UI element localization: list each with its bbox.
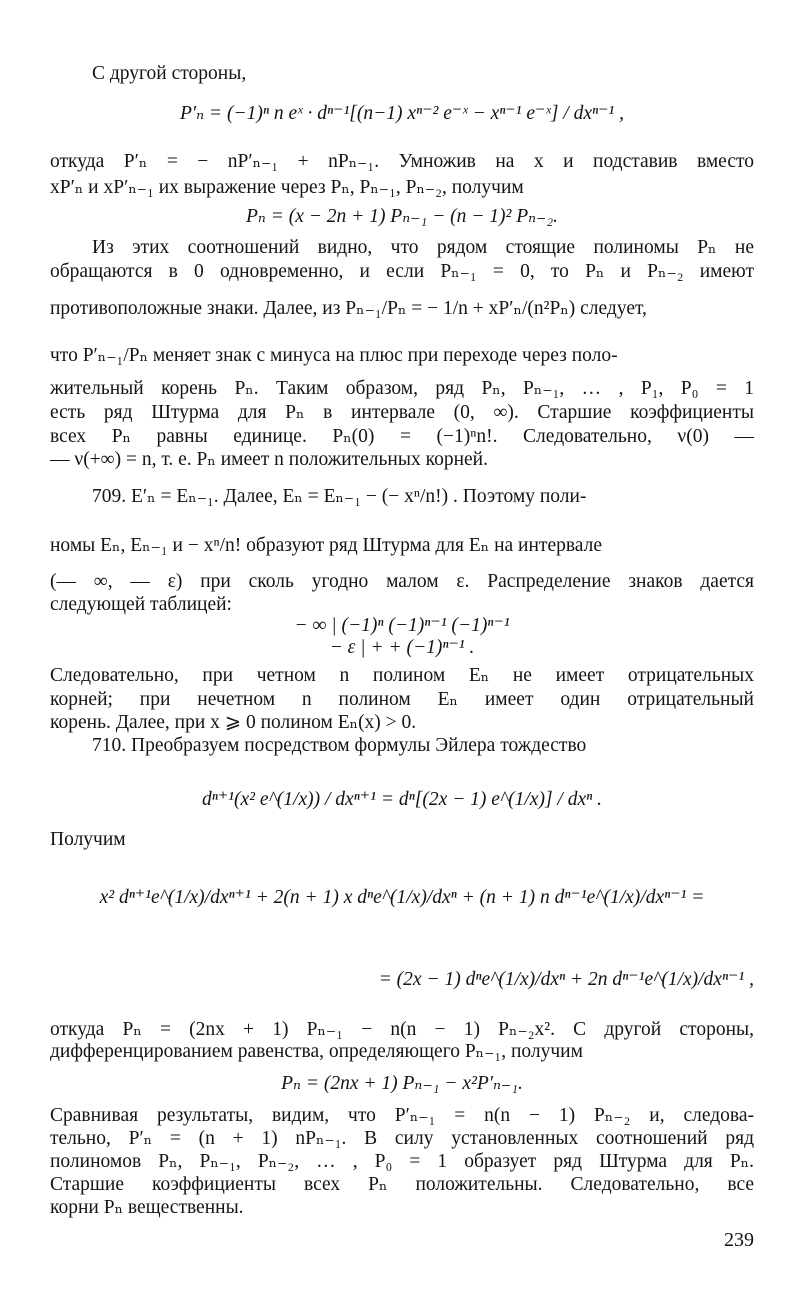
- text-line: тельно, P′ₙ = (n + 1) nPₙ₋₁. В силу установленных соотношений ряд: [50, 1128, 754, 1149]
- text-line: противоположные знаки. Далее, из Pₙ₋₁/Pₙ = − 1/n + xP′ₙ/(n²Pₙ) следует,: [50, 298, 647, 319]
- text-line: корень. Далее, при x ⩾ 0 полином Eₙ(x) > 0.: [50, 712, 417, 733]
- formula: Pₙ = (2nx + 1) Pₙ₋₁ − x²P′ₙ₋₁.: [281, 1073, 523, 1094]
- formula: Pₙ = (x − 2n + 1) Pₙ₋₁ − (n − 1)² Pₙ₋₂.: [246, 206, 558, 227]
- text-line: дифференцированием равенства, определяющего Pₙ₋₁, получим: [50, 1041, 583, 1062]
- text-line: обращаются в 0 одновременно, и если Pₙ₋₁ = 0, то Pₙ и Pₙ₋₂ имеют: [50, 261, 754, 282]
- text-line: откуда P′ₙ = − nP′ₙ₋₁ + nPₙ₋₁. Умножив на x и подставив вместо: [50, 151, 754, 172]
- formula: P′ₙ = (−1)ⁿ n eˣ · dⁿ⁻¹[(n−1) xⁿ⁻² e⁻ˣ − xⁿ⁻¹ e⁻ˣ] / dxⁿ⁻¹ ,: [179, 103, 625, 124]
- formula: = (2x − 1) dⁿe^(1/x)/dxⁿ + 2n dⁿ⁻¹e^(1/x)/dxⁿ⁻¹ ,: [378, 969, 754, 990]
- sign-table-row: − ∞ | (−1)ⁿ (−1)ⁿ⁻¹ (−1)ⁿ⁻¹: [294, 615, 510, 636]
- text-line: Следовательно, при четном n полином Eₙ не имеет отрицательных: [50, 665, 754, 686]
- text-line: xP′ₙ и xP′ₙ₋₁ их выражение через Pₙ, Pₙ₋₁, Pₙ₋₂, получим: [50, 177, 524, 198]
- page-number: 239: [724, 1229, 754, 1251]
- text-line: Из этих соотношений видно, что рядом стоящие полиномы Pₙ не: [92, 237, 754, 258]
- text-line: откуда Pₙ = (2nx + 1) Pₙ₋₁ − n(n − 1) Pₙ₋₂x². С другой стороны,: [50, 1019, 754, 1040]
- problem-709-line: 709. E′ₙ = Eₙ₋₁. Далее, Eₙ = Eₙ₋₁ − (− xⁿ/n!) . Поэтому поли-: [92, 486, 587, 507]
- text-line: С другой стороны,: [92, 63, 247, 84]
- sign-table-row: − ε | + + (−1)ⁿ⁻¹ .: [329, 637, 475, 658]
- text-line: корней; при нечетном n полином Eₙ имеет один отрицательный: [50, 689, 754, 710]
- text-line: — ν(+∞) = n, т. е. Pₙ имеет n положительных корней.: [50, 449, 488, 470]
- text-line: Получим: [50, 829, 126, 850]
- text-line: полиномов Pₙ, Pₙ₋₁, Pₙ₋₂, … , P₀ = 1 образует ряд Штурма для Pₙ.: [50, 1151, 754, 1172]
- formula: dⁿ⁺¹(x² e^(1/x)) / dxⁿ⁺¹ = dⁿ[(2x − 1) e^(1/x)] / dxⁿ .: [202, 789, 602, 810]
- text-line: (— ∞, — ε) при сколь угодно малом ε. Распределение знаков дается: [50, 571, 754, 592]
- text-line: всех Pₙ равны единице. Pₙ(0) = (−1)ⁿn!. Следовательно, ν(0) —: [50, 426, 754, 447]
- text-line: номы Eₙ, Eₙ₋₁ и − xⁿ/n! образуют ряд Штурма для Eₙ на интервале: [50, 535, 603, 556]
- text-line: корни Pₙ вещественны.: [50, 1197, 244, 1218]
- text-line: жительный корень Pₙ. Таким образом, ряд Pₙ, Pₙ₋₁, … , P₁, P₀ = 1: [50, 378, 754, 399]
- text-line: есть ряд Штурма для Pₙ в интервале (0, ∞). Старшие коэффициенты: [50, 402, 754, 423]
- problem-710-line: 710. Преобразуем посредством формулы Эйлера тождество: [92, 735, 587, 756]
- text-line: Старшие коэффициенты всех Pₙ положительны. Следовательно, все: [50, 1174, 754, 1195]
- text-line: следующей таблицей:: [50, 594, 232, 615]
- text-line: что P′ₙ₋₁/Pₙ меняет знак с минуса на плюс при переходе через поло-: [50, 345, 618, 366]
- text-line: Сравнивая результаты, видим, что P′ₙ₋₁ = n(n − 1) Pₙ₋₂ и, следова-: [50, 1105, 754, 1126]
- formula: x² dⁿ⁺¹e^(1/x)/dxⁿ⁺¹ + 2(n + 1) x dⁿe^(1/x)/dxⁿ + (n + 1) n dⁿ⁻¹e^(1/x)/dxⁿ⁻¹ =: [99, 887, 705, 908]
